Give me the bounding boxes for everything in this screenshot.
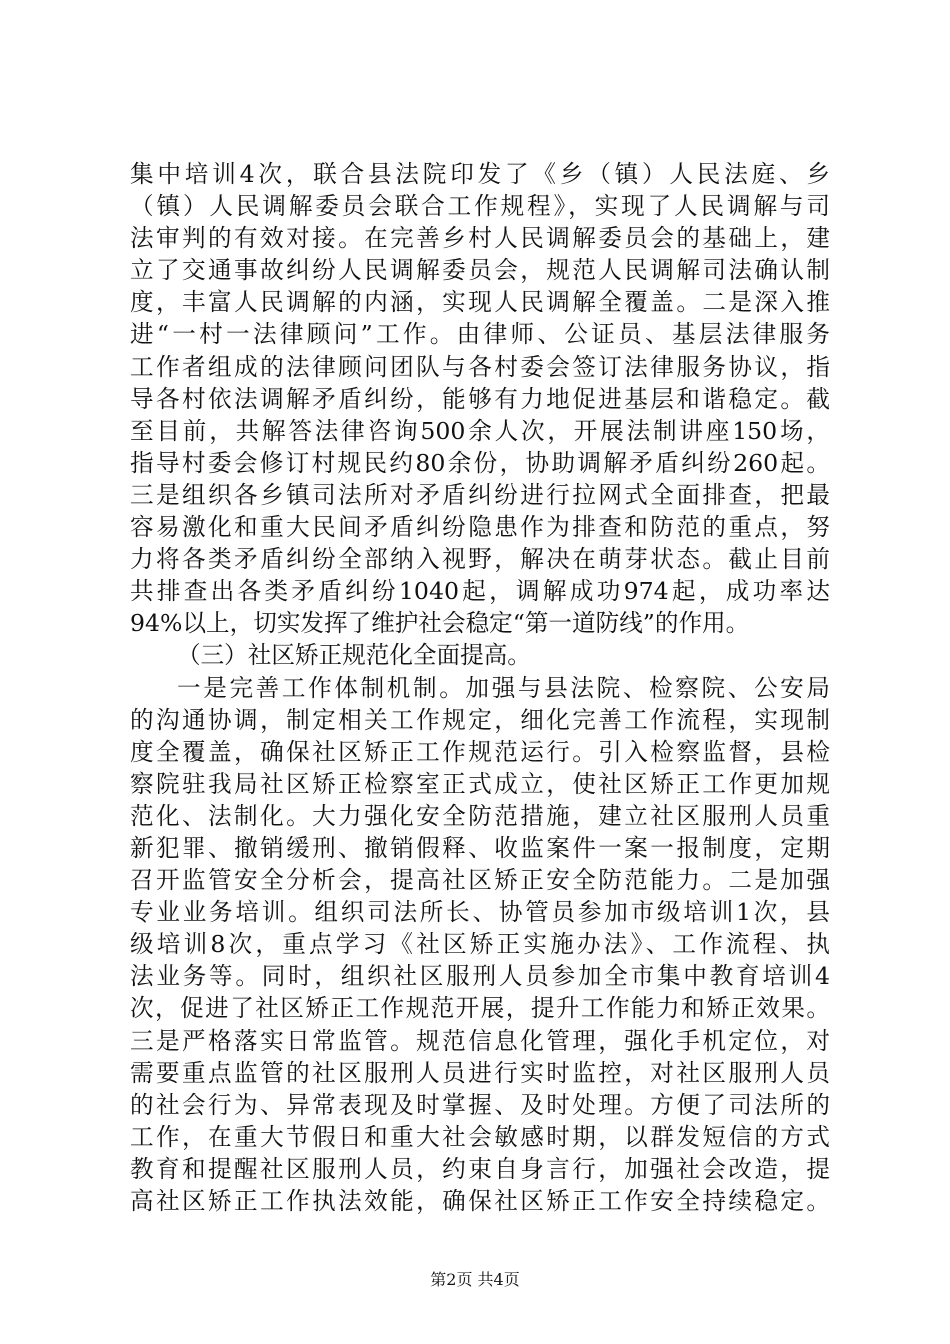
text-line: 三是组织各乡镇司法所对矛盾纠纷进行拉网式全面排查，把最 (130, 480, 830, 509)
text-line: 容易激化和重大民间矛盾纠纷隐患作为排查和防范的重点，努 (130, 513, 830, 542)
text-line: 共排查出各类矛盾纠纷1040起，调解成功974起，成功率达 (130, 577, 830, 606)
text-line: 指导村委会修订村规民约80余份，协助调解矛盾纠纷260起。 (130, 448, 830, 477)
text-line: 工作者组成的法律顾问团队与各村委会签订法律服务协议，指 (130, 352, 830, 381)
body-text (130, 158, 830, 1217)
text-line: 集中培训4次，联合县法院印发了《乡（镇）人民法庭、乡 (130, 160, 830, 188)
text-line: （镇）人民调解委员会联合工作规程》，实现了人民调解与司 (130, 192, 830, 221)
text-line: 的沟通协调，制定相关工作规定，细化完善工作流程，实现制 (130, 705, 830, 734)
text-line: 度，丰富人民调解的内涵，实现人民调解全覆盖。二是深入推 (130, 288, 830, 317)
page-number-label: 第2页 共4页 (430, 1270, 520, 1289)
text-line: 94%以上，切实发挥了维护社会稳定“第一道防线”的作用。 (130, 609, 750, 638)
text-line: 次，促进了社区矫正工作规范开展，提升工作能力和矫正效果。 (130, 994, 830, 1023)
text-line: 立了交通事故纠纷人民调解委员会，规范人民调解司法确认制 (130, 256, 830, 285)
text-line: 度全覆盖，确保社区矫正工作规范运行。引入检察监督，县检 (130, 737, 830, 766)
text-line: 范化、法制化。大力强化安全防范措施，建立社区服刑人员重 (130, 801, 830, 830)
text-line: 需要重点监管的社区服刑人员进行实时监控，对社区服刑人员 (130, 1058, 830, 1087)
text-line: 的社会行为、异常表现及时掌握、及时处理。方便了司法所的 (130, 1090, 830, 1119)
text-line: 力将各类矛盾纠纷全部纳入视野，解决在萌芽状态。截止目前 (130, 545, 830, 574)
text-line: 法审判的有效对接。在完善乡村人民调解委员会的基础上，建 (130, 224, 830, 253)
text-line: 教育和提醒社区服刑人员，约束自身言行，加强社会改造，提 (130, 1154, 830, 1183)
text-line: 工作，在重大节假日和重大社会敏感时期，以群发短信的方式 (130, 1122, 830, 1151)
text-line: 一是完善工作体制机制。加强与县法院、检察院、公安局 (177, 673, 830, 702)
text-line: 察院驻我局社区矫正检察室正式成立，使社区矫正工作更加规 (130, 769, 830, 798)
text-line: 级培训8次，重点学习《社区矫正实施办法》、工作流程、执 (130, 930, 830, 959)
text-line: 三是严格落实日常监管。规范信息化管理，强化手机定位，对 (130, 1026, 830, 1055)
text-line: 法业务等。同时，组织社区服刑人员参加全市集中教育培训4 (130, 962, 830, 991)
text-line: 专业业务培训。组织司法所长、协管员参加市级培训1次，县 (130, 898, 830, 927)
text-line: 新犯罪、撤销缓刑、撤销假释、收监案件一案一报制度，定期 (130, 833, 830, 862)
text-line: 召开监管安全分析会，提高社区矫正安全防范能力。二是加强 (130, 866, 830, 895)
section-heading: （三）社区矫正规范化全面提高。 (177, 641, 531, 670)
text-line: 至目前，共解答法律咨询500余人次，开展法制讲座150场， (130, 416, 830, 445)
text-line: 高社区矫正工作执法效能，确保社区矫正工作安全持续稳定。 (130, 1187, 830, 1215)
page-footer (0, 1270, 950, 1290)
text-line: 进“一村一法律顾问”工作。由律师、公证员、基层法律服务 (130, 320, 830, 349)
text-line: 导各村依法调解矛盾纠纷，能够有力地促进基层和谐稳定。截 (130, 384, 830, 413)
